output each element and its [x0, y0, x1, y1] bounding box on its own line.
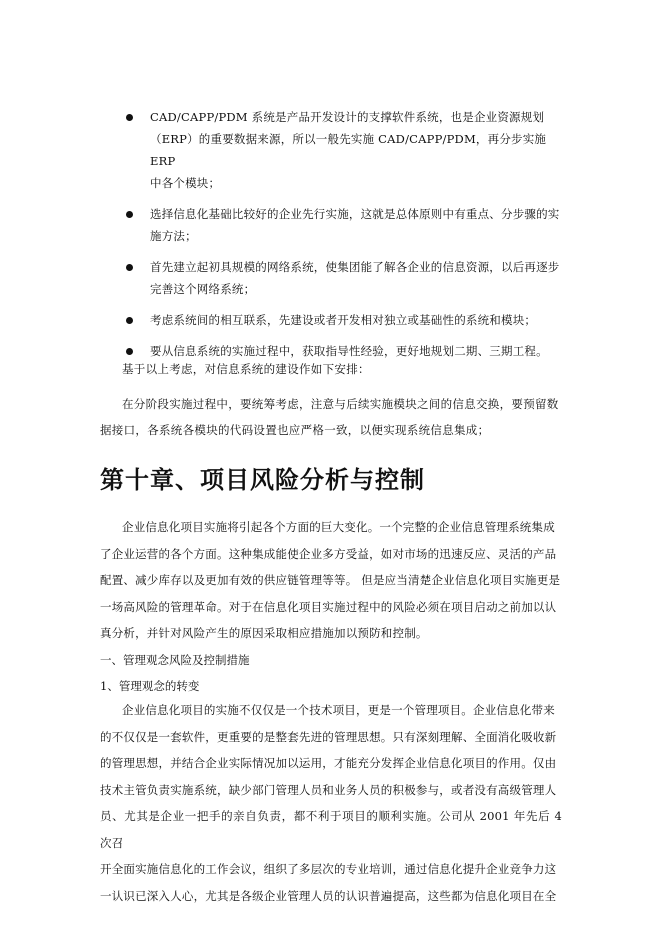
- bullet-line: 选择信息化基础比较好的企业先行实施，这就是总体原则中有重点、分步骤的实: [150, 207, 560, 221]
- bullet-line: 完善这个网络系统；: [150, 282, 256, 296]
- bullet-item-cad: [126, 106, 566, 194]
- paragraph-line: 据接口，各系统各模块的代码设置也应严格一致，以便实现系统信息集成；: [100, 423, 490, 437]
- bullet-dot-icon: [126, 348, 133, 355]
- paragraph-line: 技术主管负责实施系统，缺少部门管理人员和业务人员的积极参与，或者没有高级管理人: [100, 782, 557, 797]
- paragraph-line: 企业信息化项目实施将引起各个方面的巨大变化。一个完整的企业信息管理系统集成: [122, 520, 555, 534]
- paragraph-line: 员、尤其是企业一把手的亲自负责，都不利于项目的顺利实施。公司从 2001 年先后 4 次召: [100, 809, 562, 850]
- paragraph-line: 真分析，并针对风险产生的原因采取相应措施加以预防和控制。: [100, 626, 428, 640]
- bullet-item-pilot: [126, 203, 566, 247]
- bullet-line: 中各个模块；: [150, 176, 221, 190]
- intro-paragraph: [100, 514, 562, 647]
- bullet-line: 考虑系统间的相互联系，先建设或者开发相对独立或基础性的系统和模块；: [150, 313, 537, 327]
- bullet-line: （ERP）的重要数据来源，所以一般先实施 CAD/CAPP/PDM，再分步实施 ERP: [150, 132, 547, 168]
- paragraph-line: 在分阶段实施过程中，要统筹考虑，注意与后续实施模块之间的信息交换，要预留数: [122, 397, 559, 411]
- bullet-item-modules: [126, 309, 566, 331]
- bullet-dot-icon: [126, 264, 133, 271]
- paragraph-line: 的管理思想，并结合企业实际情况加以运用，才能充分发挥企业信息化项目的作用。仅由: [100, 756, 557, 770]
- bullet-line: 首先建立起初具规模的网络系统，使集团能了解各企业的信息资源，以后再逐步: [150, 260, 560, 274]
- paragraph-line: 开全面实施信息化的工作会议，组织了多层次的专业培训，通过信息化提升企业竞争力这: [100, 862, 557, 876]
- arrangement-intro-paragraph: 基于以上考虑，对信息系统的建设作如下安排：: [122, 362, 370, 376]
- section-title: 一、管理观念风险及控制措施: [100, 653, 250, 667]
- bullet-line: 要从信息系统的实施过程中，获取指导性经验，更好地规划二期、三期工程。: [150, 344, 548, 358]
- paragraph-line: 了企业运营的各个方面。这种集成能使企业多方受益，如对市场的迅速反应、灵活的产品: [100, 546, 557, 561]
- bullet-line: 施方法；: [150, 229, 197, 243]
- bullet-item-network: [126, 256, 566, 300]
- bullet-dot-icon: [126, 317, 133, 324]
- bullet-line: CAD/CAPP/PDM 系统是产品开发设计的支撑软件系统，也是企业资源规划: [150, 110, 545, 124]
- chapter-heading: 第十章、项目风险分析与控制: [100, 465, 425, 494]
- paragraph-line: 一场高风险的管理革命。对于在信息化项目实施过程中的风险必须在项目启动之前加以认: [100, 599, 557, 614]
- bullet-dot-icon: [126, 211, 133, 218]
- paragraph-line: 配置、减少库存以及更加有效的供应链管理等等。 但是应当清楚企业信息化项目实施更是: [100, 573, 561, 587]
- section-body-paragraph: [100, 697, 562, 909]
- paragraph-line: 的不仅仅是一套软件，更重要的是整套先进的管理思想。只有深刻理解、全面消化吸收新: [100, 729, 557, 744]
- strategy-bullet-list: [126, 106, 566, 371]
- phased-implementation-paragraph: [100, 391, 570, 443]
- paragraph-line: 一认识已深入人心，尤其是各级企业管理人员的认识普遍提高，这些都为信息化项目在全: [100, 888, 557, 903]
- subsection-title: 1、管理观念的转变: [100, 679, 200, 693]
- paragraph-line: 企业信息化项目的实施不仅仅是一个技术项目，更是一个管理项目。企业信息化带来: [122, 703, 555, 717]
- bullet-dot-icon: [126, 114, 133, 121]
